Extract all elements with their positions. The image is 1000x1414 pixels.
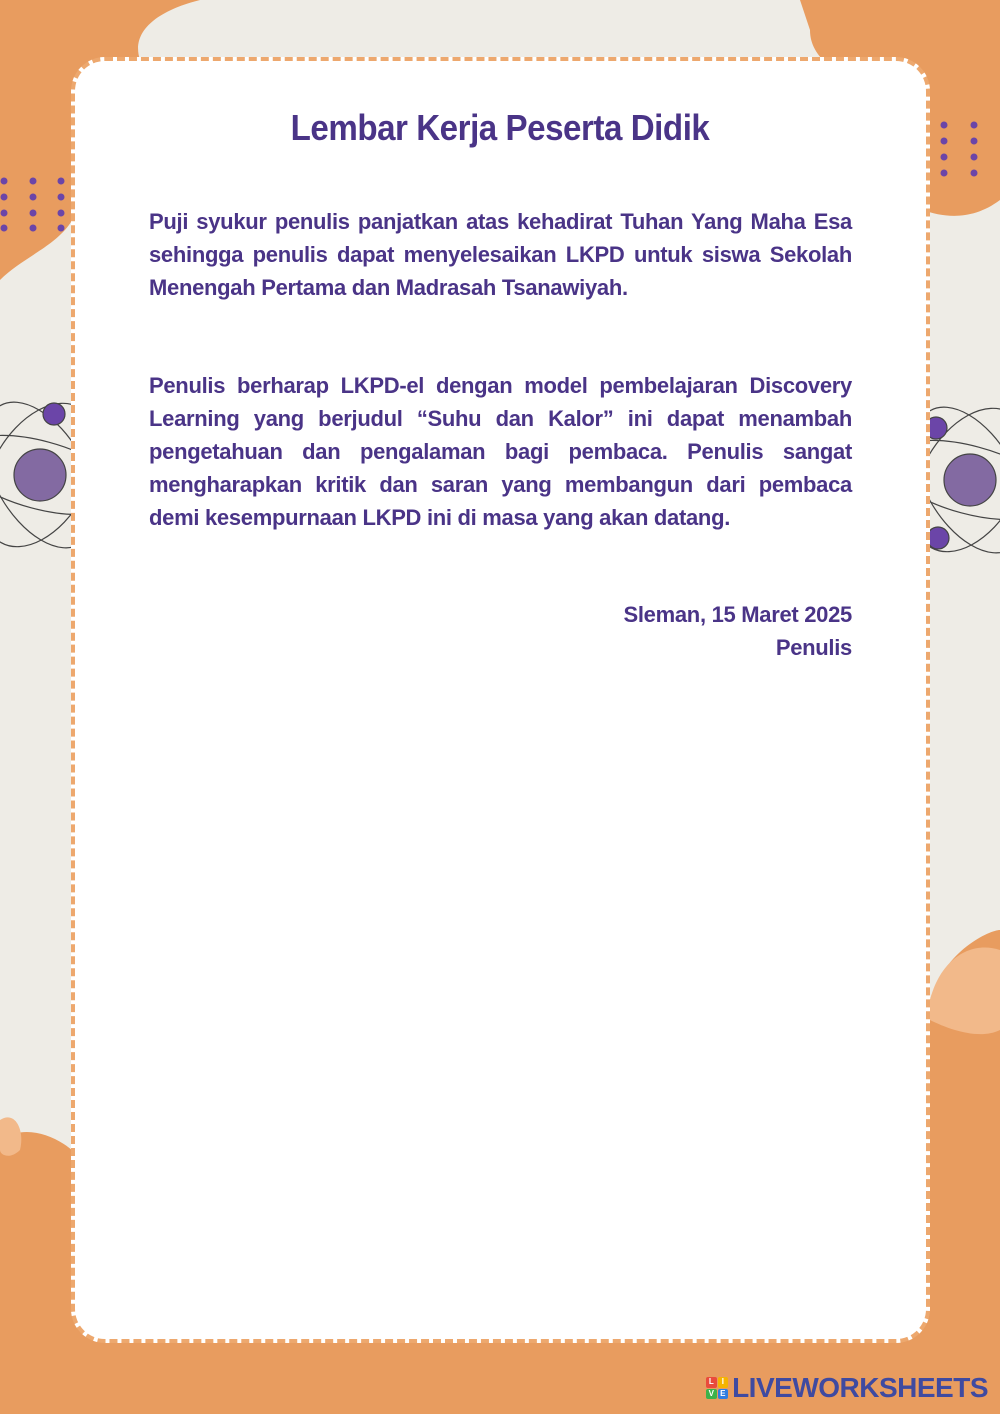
liveworksheets-logo-icon <box>706 1377 728 1399</box>
logo-letter-v: V <box>706 1389 717 1400</box>
signature-place-date: Sleman, 15 Maret 2025 <box>623 602 852 627</box>
liveworksheets-brand[interactable] <box>706 1372 988 1404</box>
logo-letter-e: E <box>718 1389 729 1400</box>
logo-letter-l: L <box>706 1377 717 1388</box>
light-orange-bump-right <box>930 947 1000 1034</box>
paragraph-hope: Penulis berharap LKPD-el dengan model pembelajaran Discovery Learning yang berjudul “Suhu dan Kalor” ini dapat menambah pengetahuan dan pengalaman bagi pembaca. Penulis sangat mengharapkan kritik dan saran yang membangun dari pembaca demi kesempurnaan LKPD ini di masa yang akan datang. <box>149 373 852 530</box>
page-title: Lembar Kerja Peserta Didik <box>290 107 710 148</box>
light-orange-bump-left <box>0 1117 21 1155</box>
signature-author: Penulis <box>775 635 852 660</box>
liveworksheets-text: LIVEWORKSHEETS <box>732 1372 988 1403</box>
logo-letter-i: I <box>718 1377 729 1388</box>
paragraph-acknowledgement: Puji syukur penulis panjatkan atas kehadirat Tuhan Yang Maha Esa sehingga penulis dapat menyelesaikan LKPD untuk siswa Sekolah Menengah Pertama dan Madrasah Tsanawiyah. <box>149 209 852 300</box>
